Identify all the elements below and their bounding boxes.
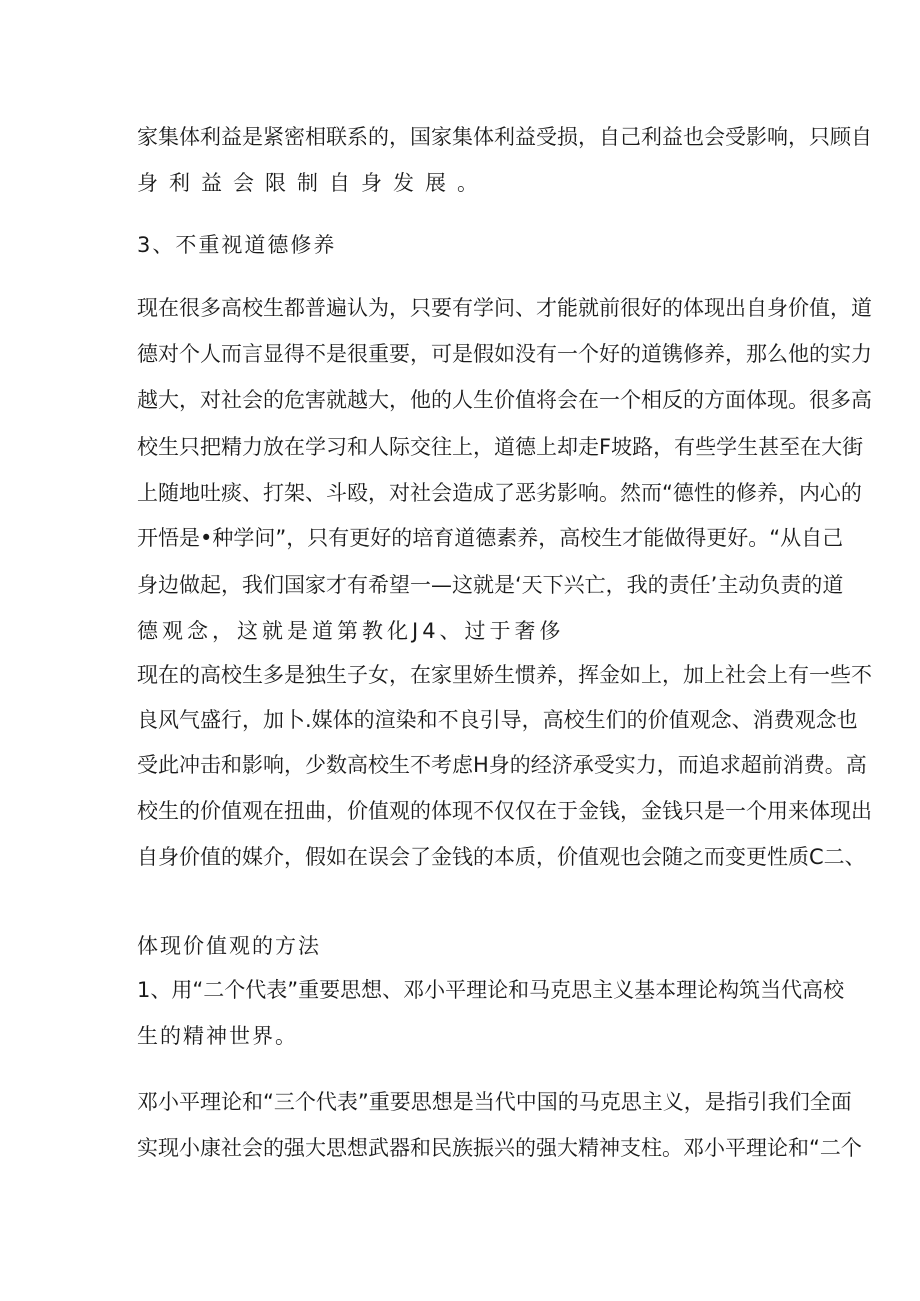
text-line: 邓小平理论和“三个代表”重要思想是当代中国的马克思主义，是指引我们全面 bbox=[137, 1090, 852, 1114]
text-line: 实现小康社会的强大思想武器和民族振兴的强大精神支柱。邓小平理论和“二个 bbox=[137, 1136, 862, 1160]
text-line: 良风气盛行，加卜.媒体的渲染和不良引导，高校生们的价值观念、消费观念也 bbox=[137, 708, 858, 732]
section-heading: 3、不重视道德修养 bbox=[137, 233, 337, 257]
text-line: 开悟是•种学问”，只有更好的培育道德素养，高校生才能做得更好。“从自己 bbox=[137, 526, 844, 550]
text-line: 上随地吐痰、打架、斗殴，对社会造成了恶劣影响。然而“德性的修养，内心的 bbox=[137, 481, 862, 505]
text-line: 身利益会限制自身发展。 bbox=[137, 171, 489, 195]
text-line: 德对个人而言显得不是很重要，可是假如没有一个好的道镌修养，那么他的实力 bbox=[137, 342, 872, 366]
text-line: 受此冲击和影响，少数高校生不考虑H身的经济承受实力，而追求超前消费。高 bbox=[137, 753, 867, 777]
text-line: 身边做起，我们国家才有希望一—这就是‘天下兴亡，我的责任’主动负责的道 bbox=[137, 573, 844, 597]
text-line: 校生只把精力放在学习和人际交往上，道德上却走F坡路，有些学生甚至在大街 bbox=[137, 435, 864, 459]
text-line: 校生的价值观在扭曲，价值观的体现不仅仅在于金钱，金钱只是一个用来体现出 bbox=[137, 799, 872, 823]
section-heading: 体现价值观的方法 bbox=[137, 934, 321, 958]
text-line: 现在的高校生多是独生子女，在家里娇生惯养，挥金如上，加上社会上有一些不 bbox=[137, 663, 872, 687]
text-line: 越大，对社会的危害就越大，他的人生价值将会在一个相反的方面体现。很多高 bbox=[137, 388, 872, 412]
text-line: 1、用“二个代表”重要思想、邓小平理论和马克思主义基本理论构筑当代高校 bbox=[137, 978, 845, 1002]
text-line: 生的精神世界。 bbox=[137, 1024, 298, 1048]
text-line: 自身价值的媒介，假如在误会了金钱的本质，价值观也会随之而变更性质C二、 bbox=[137, 845, 866, 869]
text-line: 现在很多高校生都普遍认为，只要有学问、才能就前很好的体现出自身价值，道 bbox=[137, 296, 872, 320]
text-line: 家集体利益是紧密相联系的，国家集体利益受损，自己利益也会受影响，只顾自 bbox=[137, 125, 872, 149]
text-line: 德观念，这就是道第教化J4、过于奢侈 bbox=[137, 619, 565, 643]
